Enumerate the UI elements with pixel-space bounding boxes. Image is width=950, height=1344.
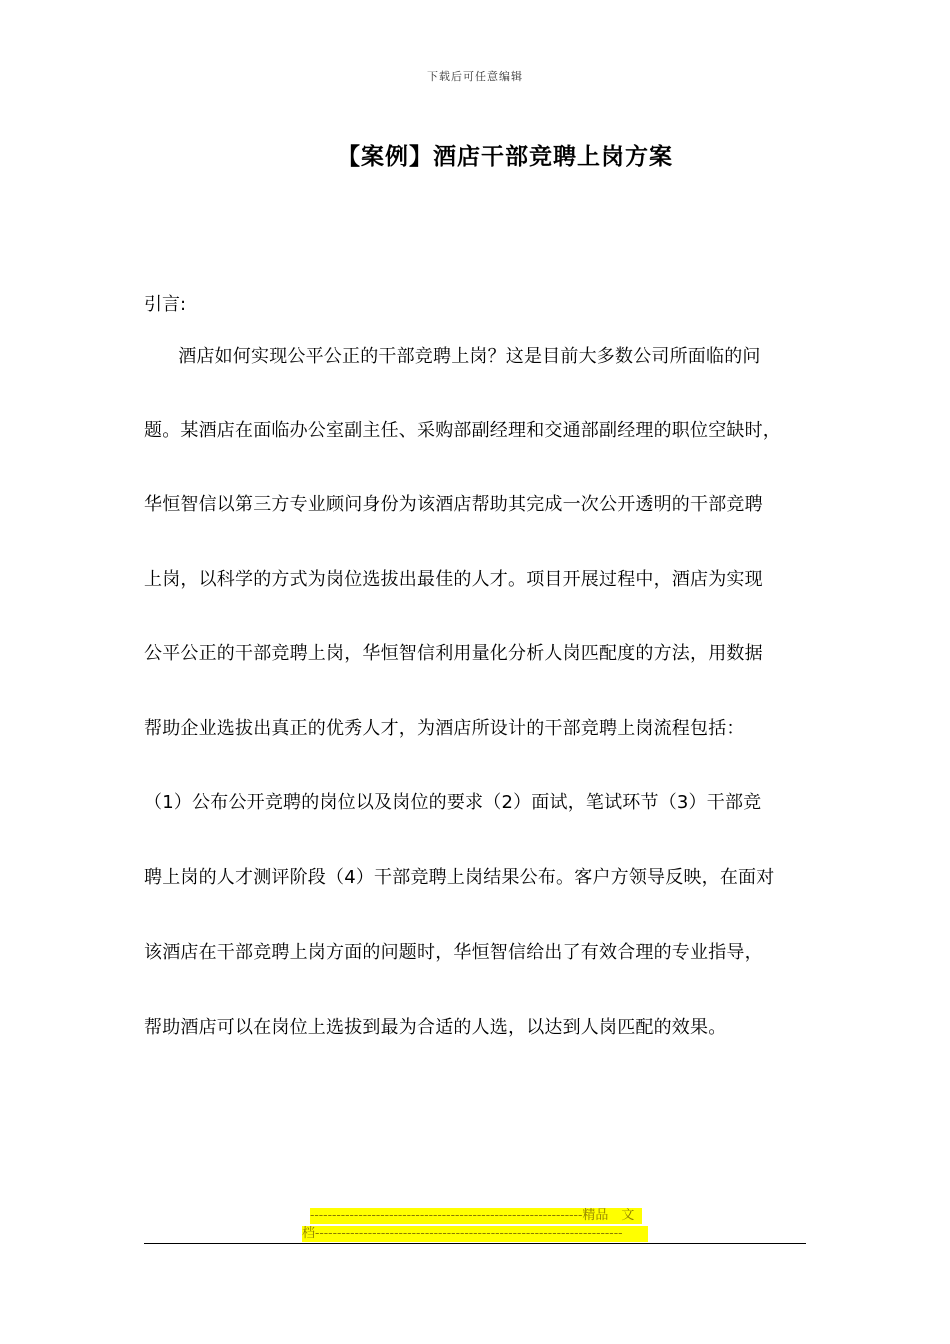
intro-label: 引言: [144,294,187,315]
header-note: 下载后可任意编辑 [427,70,523,83]
paragraph-line: 帮助企业选拔出真正的优秀人才，为酒店所设计的干部竞聘上岗流程包括： [144,718,745,739]
footer-divider [144,1243,806,1244]
paragraph-line: 该酒店在干部竞聘上岗方面的问题时，华恒智信给出了有效合理的专业指导， [144,942,763,963]
footer-watermark-line-1: --------------------------------------------------------------精品 文 [310,1208,642,1224]
document-title: 【案例】酒店干部竞聘上岗方案 [337,144,673,170]
paragraph-line: 公平公正的干部竞聘上岗，华恒智信利用量化分析人岗匹配度的方法，用数据 [144,643,763,664]
paragraph-line: 华恒智信以第三方专业顾问身份为该酒店帮助其完成一次公开透明的干部竞聘 [144,494,763,515]
paragraph-line: 酒店如何实现公平公正的干部竞聘上岗？这是目前大多数公司所面临的问 [160,346,761,367]
paragraph-line: （1）公布公开竞聘的岗位以及岗位的要求（2）面试，笔试环节（3）干部竞 [144,792,762,813]
paragraph-line: 题。某酒店在面临办公室副主任、采购部副经理和交通部副经理的职位空缺时， [144,420,781,441]
paragraph-line: 帮助酒店可以在岗位上选拔到最为合适的人选，以达到人岗匹配的效果。 [144,1017,727,1038]
footer-watermark-line-2: 档---------------------------------------------------------------------- [302,1226,648,1242]
paragraph-line: 聘上岗的人才测评阶段（4）干部竞聘上岗结果公布。客户方领导反映，在面对 [144,867,775,888]
paragraph-line: 上岗，以科学的方式为岗位选拔出最佳的人才。项目开展过程中，酒店为实现 [144,569,763,590]
